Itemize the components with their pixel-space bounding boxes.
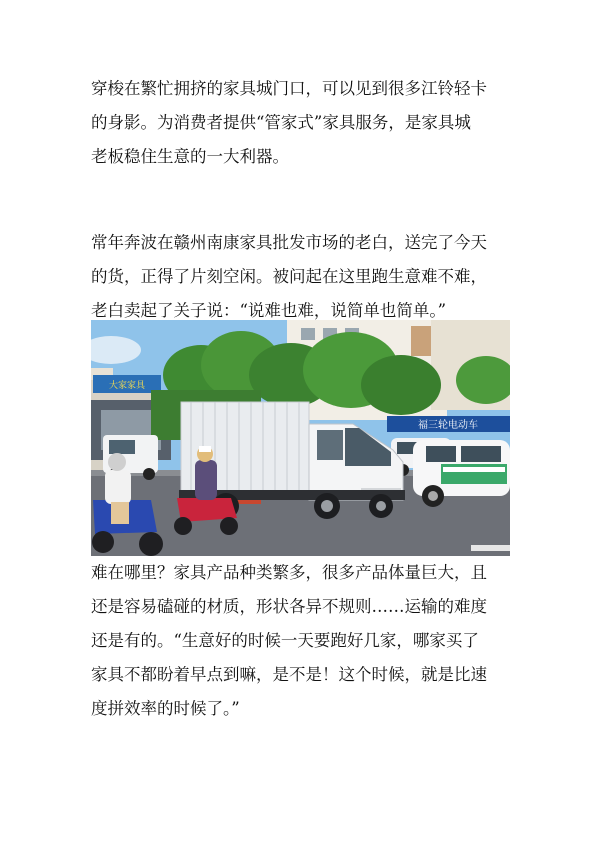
paragraph-line: 还是有的。“生意好的时候一天要跑好几家，哪家买了 (91, 631, 479, 650)
paragraph-2 (91, 226, 531, 328)
paragraph-line: 老板稳住生意的一大利器。 (91, 147, 289, 166)
paragraph-line: 家具不都盼着早点到嘛，是不是！这个时候，就是比速 (91, 665, 487, 684)
paragraph-line: 老白卖起了关子说：“说难也难，说简单也简单。” (91, 301, 447, 320)
paragraph-line: 的货，正得了片刻空闲。被问起在这里跑生意难不难， (91, 267, 487, 286)
paragraph-line: 的身影。为消费者提供“管家式”家具服务，是家具城 (91, 113, 471, 132)
paragraph-line: 常年奔波在赣州南康家具批发市场的老白，送完了今天 (91, 233, 487, 252)
paragraph-line: 穿梭在繁忙拥挤的家具城门口，可以见到很多江铃轻卡 (91, 79, 487, 98)
sign-left-text: 大家家具 (108, 381, 146, 391)
paragraph-3 (91, 556, 531, 726)
paragraph-line: 还是容易磕碰的材质，形状各异不规则……运输的难度 (91, 597, 487, 616)
paragraph-line: 难在哪里？家具产品种类繁多，很多产品体量巨大，且 (91, 563, 487, 582)
street-truck-photo (91, 320, 510, 556)
sign-right-text: 福三轮电动车 (418, 420, 478, 431)
paragraph-line: 度拼效率的时候了。” (91, 699, 240, 718)
paragraph-1 (91, 72, 531, 174)
